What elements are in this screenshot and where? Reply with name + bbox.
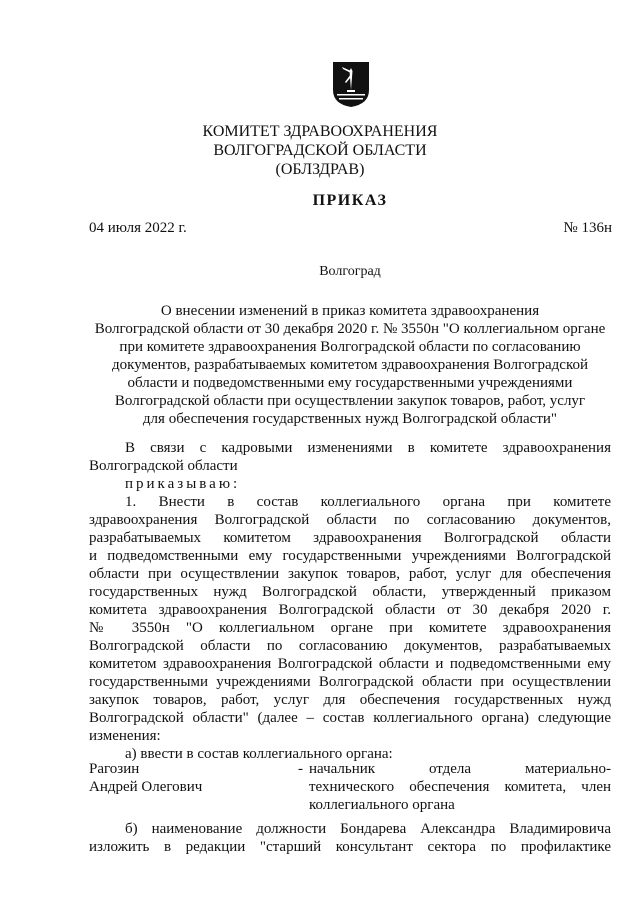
document-city: Волгоград [319,264,381,279]
coat-of-arms-emblem [331,60,371,108]
item1-line: Волгоградской области" (далее – состав коллегиального органа) следующие [89,710,611,726]
item-b-line: изложить в редакции "старший консультант сектора по профилактике [89,839,611,855]
item1-line: здравоохранения Волгоградской области по согласованию документов, [89,512,611,528]
item1-line: комитета здравоохранения Волгоградской области от 30 декабря 2020 г. [89,602,611,618]
item1-line: разрабатываемых комитетом здравоохранения Волгоградской области [89,530,611,546]
item-b-line: б) наименование должности Бондарева Александра Владимировича [125,821,611,837]
member-name [89,760,202,796]
subject-line: Волгоградской области от 30 декабря 2020 г. № 3550н "О коллегиальном органе [94,321,606,337]
item1-line: 1. Внести в состав коллегиального органа при комитете [125,494,611,510]
member-surname: Рагозин [89,761,140,777]
position-line: коллегиального органа [309,797,455,813]
item1-line: и подведомственными ему государственными учреждениями Волгоградской [89,548,611,564]
item1-line: Волгоградской области по согласованию документов, разрабатываемых [89,638,611,654]
document-number: № 136н [563,220,612,236]
order-word: приказываю: [125,476,241,492]
member-given-name: Андрей Олегович [89,779,203,795]
subject-line: Волгоградской области при осуществлении закупок товаров, работ, услуг [114,393,586,409]
item1-line: государственных нужд Волгоградской области, утвержденный приказом [89,584,611,600]
item1-line: изменения: [89,728,161,744]
intro-line: В связи с кадровыми изменениями в комитете здравоохранения [125,440,611,456]
subject-line: О внесении изменений в приказ комитета здравоохранения [160,303,540,319]
subject-line: области и подведомственными ему государственными учреждениями [127,375,573,391]
member-dash: - [298,761,303,777]
subject-line: при комитете здравоохранения Волгоградской области по согласованию [119,339,581,355]
position-line: технического обеспечения комитета, член [309,779,611,795]
item1-line: закупок товаров, работ, услуг для обеспечения государственных нужд [89,692,611,708]
intro-line: Волгоградской области [89,458,238,474]
document-body [89,439,611,763]
document-type-title: ПРИКАЗ [312,192,388,209]
item1-line: комитетом здравоохранения Волгоградской области и подведомственными ему [89,656,611,672]
member-position [309,760,611,814]
subject-line: для обеспечения государственных нужд Волгоградской области" [142,411,558,427]
subject-line: документов, разрабатываемых комитетом здравоохранения Волгоградской [111,357,589,373]
org-line-1: КОМИТЕТ ЗДРАВООХРАНЕНИЯ [202,123,438,140]
document-subject [85,302,615,428]
item-b [89,820,611,856]
item1-line: № 3550н "О коллегиальном органе при комитете здравоохранения [89,620,611,636]
organization-name [0,122,640,179]
org-line-2: ВОЛГОГРАДСКОЙ ОБЛАСТИ [213,142,427,159]
org-line-3: (ОБЛЗДРАВ) [275,161,365,178]
item-a: а) ввести в состав коллегиального органа: [125,746,393,762]
position-line: начальник отдела материально- [309,761,611,777]
item1-line: государственными учреждениями Волгоградской области при осуществлении [89,674,611,690]
item1-line: области при осуществлении закупок товаров, работ, услуг для обеспечения [89,566,611,582]
document-date: 04 июля 2022 г. [89,220,187,236]
